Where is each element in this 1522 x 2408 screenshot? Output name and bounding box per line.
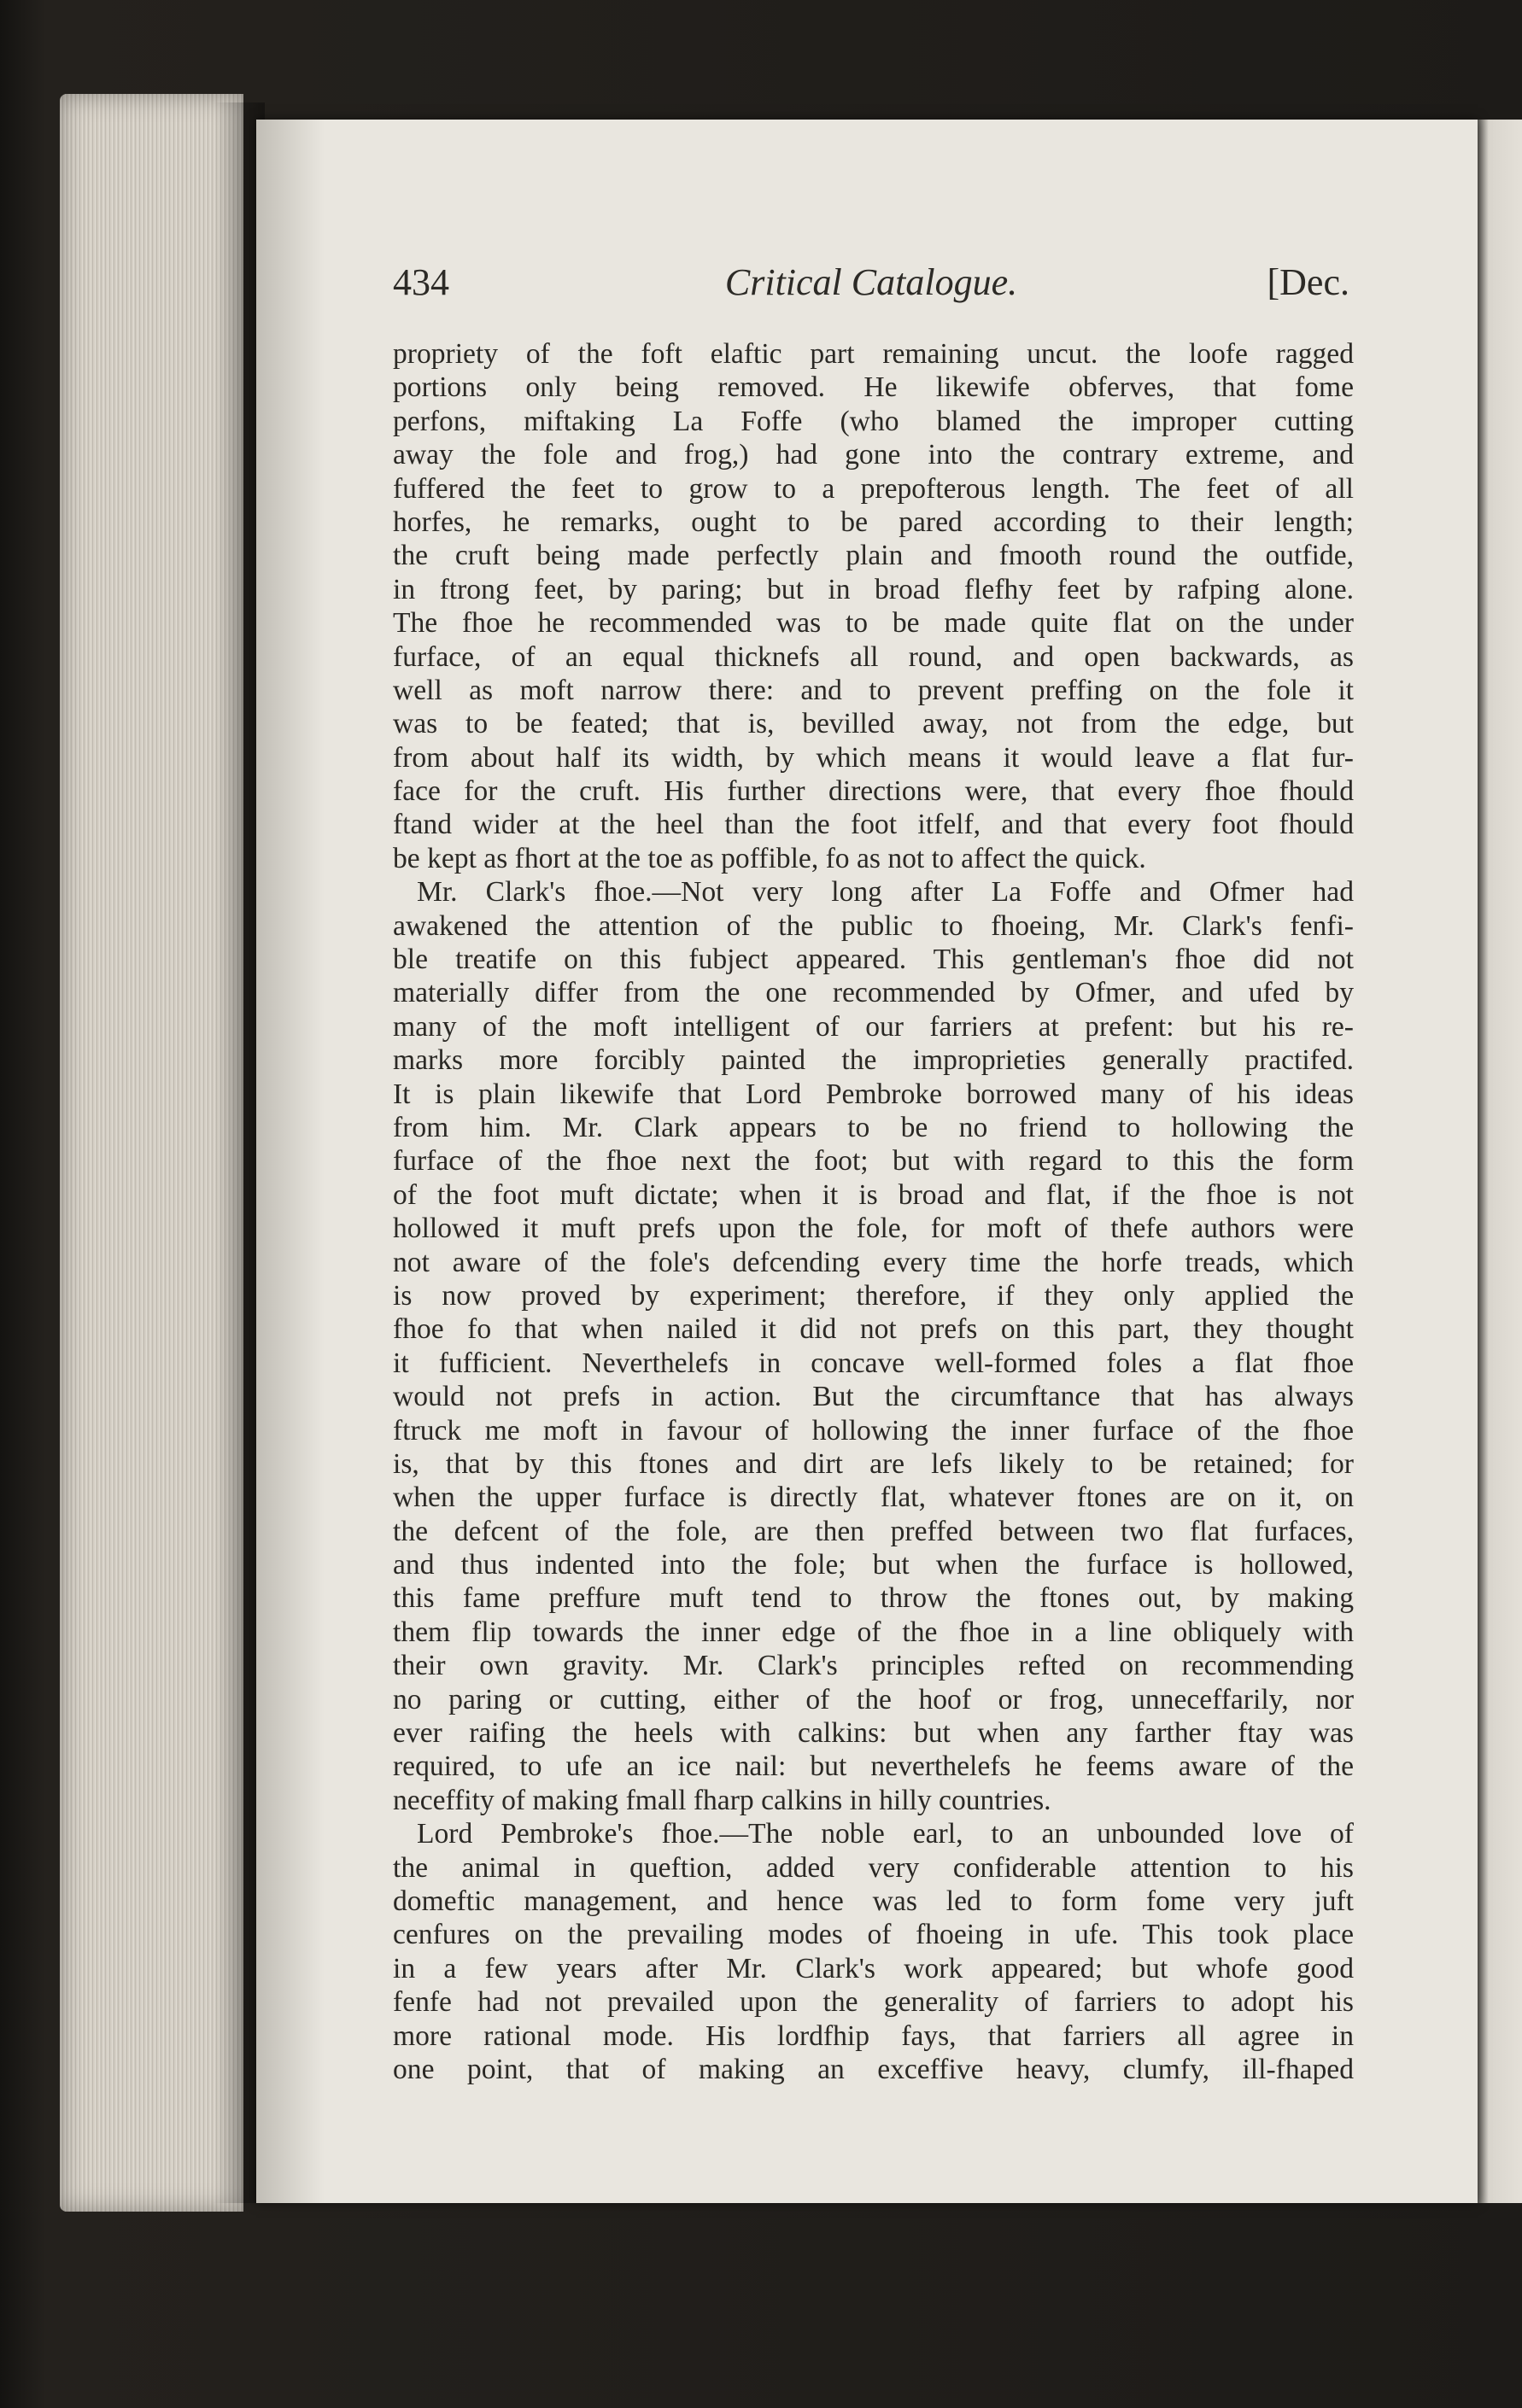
text-line: the cruft being made perfectly plain and fmooth round the outfide, [393, 540, 1354, 572]
text-line: them flip towards the inner edge of the fhoe in a line obliquely with [393, 1616, 1354, 1648]
text-line: many of the moft intelligent of our farriers at prefent: but his re- [393, 1010, 1354, 1043]
text-line: furface, of an equal thicknefs all round, and open backwards, as [393, 640, 1354, 673]
text-line: in a few years after Mr. Clark's work appeared; but whofe good [393, 1952, 1354, 1984]
text-line: from him. Mr. Clark appears to be no friend to hollowing the [393, 1111, 1354, 1143]
text-line: from about half its width, by which means it would leave a flat fur- [393, 741, 1354, 774]
text-line: horfes, he remarks, ought to be pared according to their length; [393, 506, 1354, 538]
text-line: is, that by this ftones and dirt are lefs likely to be retained; for [393, 1447, 1354, 1480]
text-line: when the upper furface is directly flat, whatever ftones are on it, on [393, 1482, 1354, 1514]
text-line: furface of the fhoe next the foot; but with regard to this the form [393, 1145, 1354, 1178]
section-mark: [Dec. [1267, 261, 1349, 303]
text-line: awakened the attention of the public to fhoeing, Mr. Clark's fenfi- [393, 909, 1354, 942]
text-line: well as moft narrow there: and to prevent preffing on the fole it [393, 674, 1354, 706]
text-line: marks more forcibly painted the improprieties generally practifed. [393, 1044, 1354, 1077]
text-line: their own gravity. Mr. Clark's principles refted on recommending [393, 1650, 1354, 1682]
text-line: the defcent of the fole, are then preffed between two flat furfaces, [393, 1515, 1354, 1547]
text-line: ble treatife on this fubject appeared. This gentleman's fhoe did not [393, 944, 1354, 976]
text-line: and thus indented into the fole; but when the furface is hollowed, [393, 1549, 1354, 1581]
text-line: domeftic management, and hence was led to form fome very juft [393, 1885, 1354, 1917]
text-line: is now proved by experiment; therefore, if they only applied the [393, 1279, 1354, 1312]
text-line: this fame preffure muft tend to throw the ftones out, by making [393, 1582, 1354, 1615]
body-text [393, 337, 1354, 2086]
page-number: 434 [393, 261, 449, 303]
text-line: fhoe fo that when nailed it did not prefs on this part, they thought [393, 1313, 1354, 1346]
text-line: fuffered the feet to grow to a prepofterous length. The feet of all [393, 472, 1354, 505]
facing-page-edge [1474, 120, 1522, 2203]
text-line: would not prefs in action. But the circumftance that has always [393, 1381, 1354, 1413]
section-lead-line: Lord Pembroke's fhoe.—The noble earl, to an unbounded love of [417, 1818, 1354, 1850]
text-line: it fufficient. Neverthelefs in concave well-formed foles a flat fhoe [393, 1347, 1354, 1379]
text-line: in ftrong feet, by paring; but in broad flefhy feet by rafping alone. [393, 573, 1354, 605]
text-line: ftruck me moft in favour of hollowing the inner furface of the fhoe [393, 1414, 1354, 1447]
text-line: face for the cruft. His further directions were, that every fhoe fhould [393, 775, 1354, 808]
text-line: the animal in queftion, added very confiderable attention to his [393, 1851, 1354, 1884]
text-line: required, to ufe an ice nail: but neverthelefs he feems aware of the [393, 1750, 1354, 1783]
running-head [393, 260, 1349, 312]
text-line: away the fole and frog,) had gone into the contrary extreme, and [393, 439, 1354, 471]
text-line: ever raifing the heels with calkins: but when any farther ftay was [393, 1717, 1354, 1750]
text-line: one point, that of making an exceffive heavy, clumfy, ill-fhaped [393, 2053, 1354, 2085]
text-line: The fhoe he recommended was to be made quite flat on the under [393, 607, 1354, 640]
text-line: propriety of the foft elaftic part remaining uncut. the loofe ragged [393, 338, 1354, 370]
running-title: Critical Catalogue. [724, 261, 1018, 303]
text-line: not aware of the fole's defcending every time the horfe treads, which [393, 1246, 1354, 1278]
text-line: fenfe had not prevailed upon the generality of farriers to adopt his [393, 1986, 1354, 2019]
text-line: portions only being removed. He likewife obferves, that fome [393, 371, 1354, 404]
text-line: was to be feated; that is, bevilled away, not from the edge, but [393, 708, 1354, 740]
text-line: perfons, miftaking La Foffe (who blamed the improper cutting [393, 405, 1354, 437]
text-line: cenfures on the prevailing modes of fhoeing in ufe. This took place [393, 1919, 1354, 1951]
text-line: more rational mode. His lordfhip fays, that farriers all agree in [393, 2019, 1354, 2052]
text-line: neceffity of making fmall fharp calkins in hilly countries. [393, 1784, 1051, 1816]
section-lead-line: Mr. Clark's fhoe.—Not very long after La Foffe and Ofmer had [417, 876, 1354, 909]
text-line: ftand wider at the heel than the foot itfelf, and that every foot fhould [393, 809, 1354, 841]
text-line: hollowed it muft prefs upon the fole, for moft of thefe authors were [393, 1213, 1354, 1245]
text-line: materially differ from the one recommended by Ofmer, and ufed by [393, 977, 1354, 1009]
text-line: be kept as fhort at the toe as poffible, fo as not to affect the quick. [393, 842, 1146, 874]
text-line: of the foot muft dictate; when it is broad and flat, if the fhoe is not [393, 1178, 1354, 1211]
text-line: It is plain likewife that Lord Pembroke borrowed many of his ideas [393, 1078, 1354, 1110]
text-line: no paring or cutting, either of the hoof or frog, unneceffarily, nor [393, 1683, 1354, 1715]
